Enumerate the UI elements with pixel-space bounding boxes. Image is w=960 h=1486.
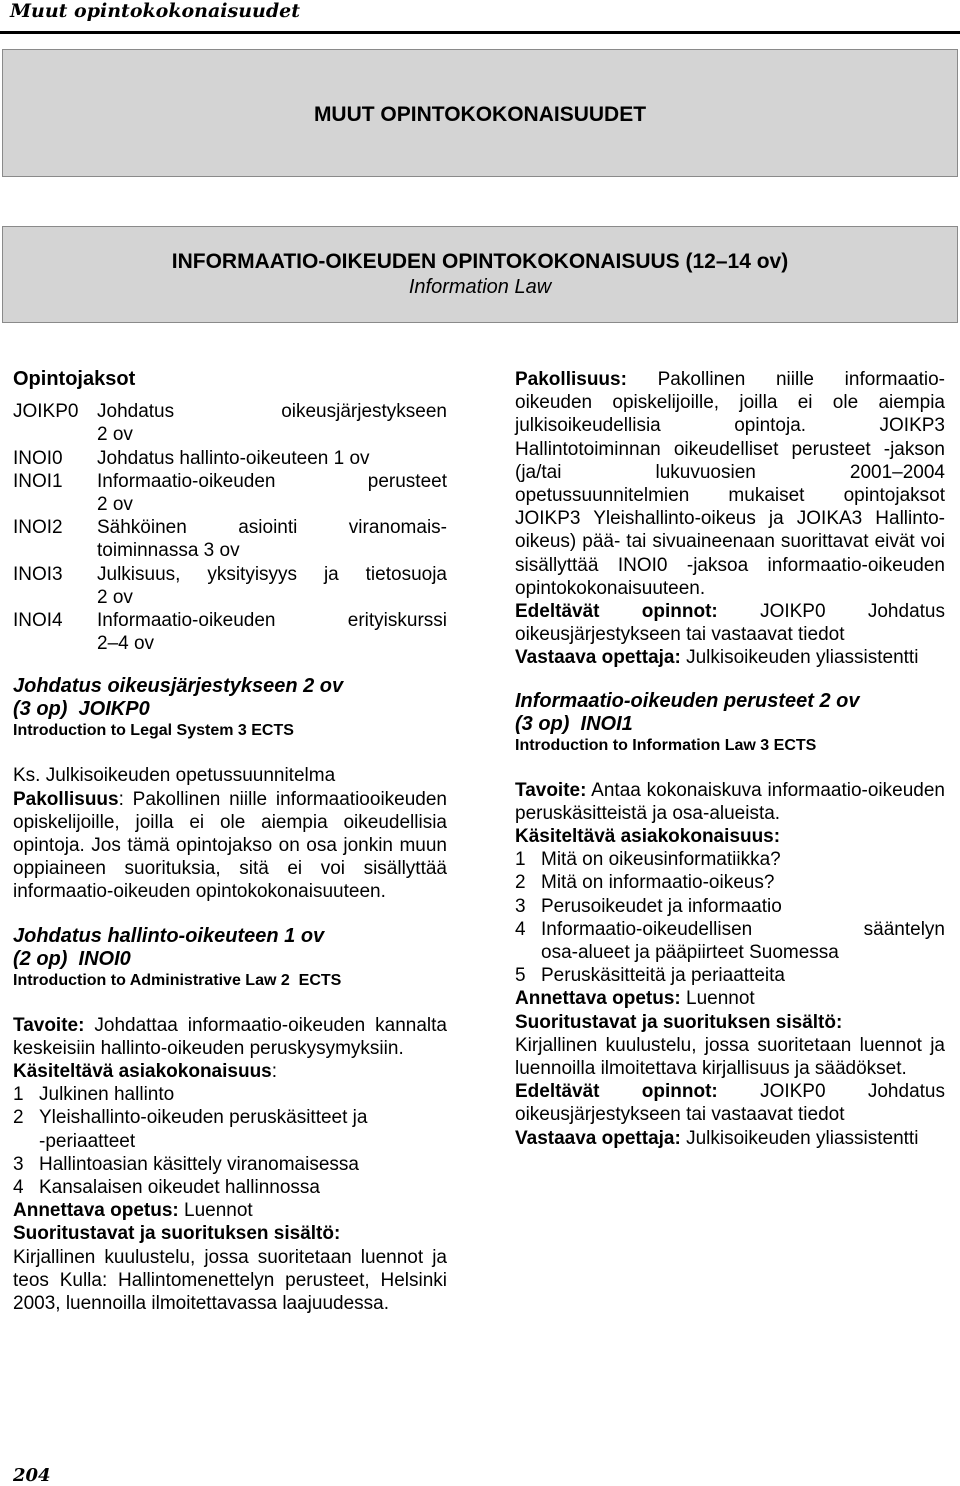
content-heading: Käsiteltävä asiakokonaisuus: xyxy=(13,1061,278,1083)
completion-text: Kirjallinen kuulustelu, jossa suoritetaan luennot ja luennoilla ilmoitettava kirjallisuus ja säädökset. xyxy=(515,1034,945,1080)
list-item: Kansalaisen oikeudet hallinnossa xyxy=(39,1177,320,1199)
prerequisites-text: JOIKP0 Johdatus oikeusjärjestykseen tai vastaavat tiedot xyxy=(515,1081,945,1126)
course-credits: (2 op) INOI0 xyxy=(13,947,131,970)
objective-text: Antaa kokonaiskuva informaatio-oikeuden peruskäsitteistä ja osa-alueista. xyxy=(515,779,945,824)
course-list-heading: Opintojaksot xyxy=(13,368,136,390)
course-requirement xyxy=(13,788,447,904)
course-english-title: Introduction to Information Law 3 ECTS xyxy=(515,736,817,754)
course-name: Informaatio-oikeuden perusteet xyxy=(97,470,447,492)
course-code: JOIKP0 xyxy=(13,401,79,423)
list-item: Hallintoasian käsittely viranomaisessa xyxy=(39,1153,359,1175)
list-item-cont: osa-alueet ja pääpiirteet Suomessa xyxy=(541,942,839,964)
requirement-label: Pakollisuus xyxy=(13,788,119,810)
teacher-text: Julkisoikeuden yliassistentti xyxy=(680,1127,919,1149)
course-name: Johdatus oikeusjärjestykseen xyxy=(97,401,447,423)
list-item: Informaatio-oikeudellisen sääntelyn xyxy=(541,918,945,940)
study-module-banner xyxy=(2,226,958,323)
list-item: Yleishallinto-oikeuden peruskäsitteet ja xyxy=(39,1107,368,1129)
course-title: Johdatus oikeusjärjestykseen 2 ov xyxy=(13,675,344,698)
prerequisites-label: Edeltävät opinnot: xyxy=(515,1081,718,1103)
course-name-cont: 2 ov xyxy=(97,424,133,446)
teacher-label: Vastaava opettaja: xyxy=(515,647,681,669)
header-rule xyxy=(0,31,960,34)
course-credits: (3 op) INOI1 xyxy=(515,712,633,735)
responsible-teacher xyxy=(515,1127,945,1150)
list-number: 3 xyxy=(515,895,526,917)
responsible-teacher xyxy=(515,646,945,669)
list-number: 3 xyxy=(13,1153,24,1175)
course-name-cont: toiminnassa 3 ov xyxy=(97,540,240,562)
course-credits: (3 op) JOIKP0 xyxy=(13,698,150,721)
list-number: 1 xyxy=(13,1084,24,1106)
requirement-text: Pakollinen niille informaatio-oikeuden opiskelijoille, joilla ei ole aiempia julkisoikeudellisia opintoja. JOIKP3 Hallintotoiminnan oikeudelliset perusteet -jakson (ja/tai lukuvuosien 2001–2004 opetussuunnitelmien mukaiset opintojaksot JOIKP3 Yleishallinto-oikeus ja JOIKA3 Hallinto-oikeus) pää- tai sivuaineenaan suorittavat eivät voi sisällyttää INOI0 -jaksoa informaatio-oikeuden opintokokonaisuuteen. xyxy=(515,369,945,599)
course-code: INOI0 xyxy=(13,447,63,469)
course-reference: Ks. Julkisoikeuden opetussuunnitelma xyxy=(13,765,336,787)
requirement-label: Pakollisuus: xyxy=(515,369,627,390)
left-column xyxy=(13,368,447,1315)
course-list xyxy=(13,400,447,655)
completion-text: Kirjallinen kuulustelu, jossa suoritetaan luennot ja teos Kulla: Hallintomenettelyn perusteet, Helsinki 2003, luennoilla ilmoitettavassa laajuudessa. xyxy=(13,1246,447,1315)
list-number: 4 xyxy=(13,1177,24,1199)
course-title: Informaatio-oikeuden perusteet 2 ov xyxy=(515,689,860,712)
course-name-cont: 2 ov xyxy=(97,494,133,516)
list-item: Peruskäsitteitä ja periaatteita xyxy=(541,965,785,987)
list-item: Julkinen hallinto xyxy=(39,1084,175,1106)
prerequisites-label: Edeltävät opinnot: xyxy=(515,601,718,623)
course-name: Sähköinen asiointi viranomais- xyxy=(97,517,447,539)
teaching-label: Annettava opetus: xyxy=(13,1200,179,1222)
list-item: Perusoikeudet ja informaatio xyxy=(541,895,782,917)
section-banner xyxy=(2,49,958,177)
course-code: INOI2 xyxy=(13,517,63,539)
module-title: INFORMAATIO-OIKEUDEN OPINTOKOKONAISUUS (12–14 ov) xyxy=(171,250,789,273)
course-name-cont: 2 ov xyxy=(97,586,133,608)
list-number: 5 xyxy=(515,965,526,987)
course-code: INOI4 xyxy=(13,610,63,632)
module-subtitle: Information Law xyxy=(408,276,552,298)
teacher-text: Julkisoikeuden yliassistentti xyxy=(680,647,919,669)
content-label: Käsiteltävä asiakokonaisuus xyxy=(13,1061,272,1083)
list-number: 2 xyxy=(515,872,526,894)
list-number: 1 xyxy=(515,849,526,871)
course-name-cont: 2–4 ov xyxy=(97,633,155,655)
section-title: MUUT OPINTOKOKONAISUUDET xyxy=(313,103,647,126)
completion-label: Suoritustavat ja suorituksen sisältö: xyxy=(13,1223,341,1245)
course-english-title: Introduction to Legal System 3 ECTS xyxy=(13,722,294,740)
requirement-text: : Pakollinen niille informaatiooikeuden opiskelijoille, joilla ei ole aiempia oikeudellisia opintoja. Jos tämä opintojakso on osa jonkin muun oppiaineen suorituksia, sitä ei voi sisällyttää informaatio-oikeuden opintokokonaisuuteen. xyxy=(13,788,447,903)
content-list xyxy=(13,1083,447,1199)
objective-text: Johdattaa informaatio-oikeuden kannalta keskeisiin hallinto-oikeuden peruskysymyksiin. xyxy=(13,1014,447,1059)
prerequisites-text: JOIKP0 Johdatus oikeusjärjestykseen tai vastaavat tiedot xyxy=(515,601,945,646)
course-objective xyxy=(515,779,945,825)
objective-label: Tavoite: xyxy=(13,1014,85,1036)
completion-label: Suoritustavat ja suorituksen sisältö: xyxy=(515,1011,843,1033)
teaching-text: Luennot xyxy=(680,988,755,1010)
list-item: Mitä on oikeusinformatiikka? xyxy=(541,849,781,871)
list-number: 2 xyxy=(13,1107,24,1129)
teaching-method xyxy=(515,987,945,1010)
list-number: 4 xyxy=(515,918,526,940)
course-name: Julkisuus, yksityisyys ja tietosuoja xyxy=(97,563,447,585)
course-title: Johdatus hallinto-oikeuteen 1 ov xyxy=(13,924,325,947)
course-name: Johdatus hallinto-oikeuteen 1 ov xyxy=(97,447,370,469)
content-label: Käsiteltävä asiakokonaisuus: xyxy=(515,826,781,848)
course-requirement xyxy=(515,368,945,600)
list-item-cont: -periaatteet xyxy=(39,1130,136,1152)
course-code: INOI3 xyxy=(13,563,63,585)
prerequisites xyxy=(515,1080,945,1126)
page-number: 204 xyxy=(13,1465,51,1486)
course-objective xyxy=(13,1014,447,1060)
course-name: Informaatio-oikeuden erityiskurssi xyxy=(97,610,447,632)
course-code: INOI1 xyxy=(13,470,63,492)
running-head: Muut opintokokonaisuudet xyxy=(10,0,300,22)
prerequisites xyxy=(515,600,945,646)
list-item: Mitä on informaatio-oikeus? xyxy=(541,872,775,894)
teacher-label: Vastaava opettaja: xyxy=(515,1127,681,1149)
teaching-label: Annettava opetus: xyxy=(515,988,681,1010)
content-list xyxy=(515,848,945,987)
right-column xyxy=(515,368,945,1150)
teaching-method xyxy=(13,1199,447,1222)
course-english-title: Introduction to Administrative Law 2 ECTS xyxy=(13,971,342,989)
teaching-text: Luennot xyxy=(178,1200,253,1222)
objective-label: Tavoite: xyxy=(515,779,587,801)
